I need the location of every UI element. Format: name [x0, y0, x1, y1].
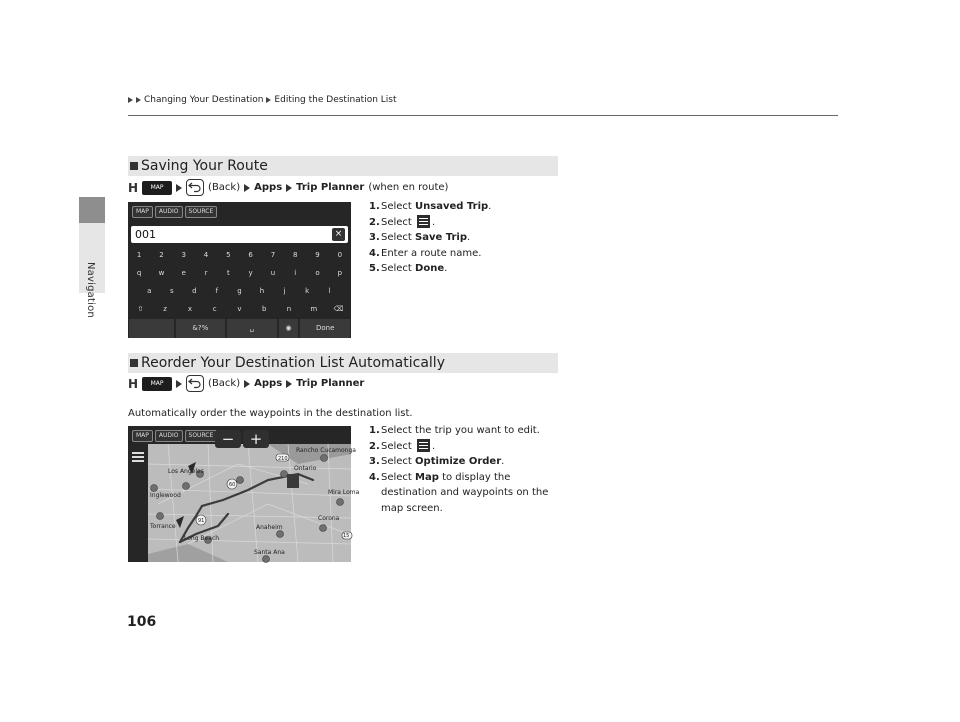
path-arrow-icon	[176, 380, 182, 388]
path-trip-planner: Trip Planner	[296, 378, 365, 389]
path-arrow-icon	[244, 380, 250, 388]
back-label: (Back)	[208, 378, 241, 389]
keyboard-key[interactable]: z	[163, 305, 167, 313]
route-name-value: 001	[135, 228, 156, 241]
step-number: 3.	[369, 232, 380, 243]
keyboard-key[interactable]: o	[315, 269, 320, 277]
step-text-bold: Optimize Order	[415, 456, 502, 467]
steps-saving-route	[369, 199, 491, 277]
path-note: (when en route)	[368, 182, 449, 193]
step-text-pre: destination and waypoints on the	[381, 487, 549, 498]
screen-tabbar	[132, 206, 217, 218]
keyboard-key[interactable]: a	[147, 287, 152, 295]
zoom-out-button[interactable]: −	[215, 430, 241, 448]
breadcrumb-arrow-icon	[128, 97, 133, 103]
tab-source[interactable]: SOURCE	[185, 430, 218, 442]
keyboard-key[interactable]: w	[158, 269, 165, 277]
keyboard-key[interactable]: c	[212, 305, 217, 313]
step-text-bold: Done	[415, 263, 445, 274]
step-text	[381, 501, 443, 517]
step-text-post: .	[467, 232, 471, 243]
home-button-icon: H	[128, 180, 139, 195]
svg-text:Rancho Cucamonga: Rancho Cucamonga	[296, 447, 356, 454]
step-text-pre: Select	[381, 471, 416, 483]
shift-spacer	[129, 319, 174, 338]
keyboard-screenshot	[128, 202, 351, 338]
keyboard-key[interactable]: 6	[248, 251, 253, 259]
keyboard-key[interactable]: r	[204, 269, 208, 277]
path-arrow-icon	[286, 380, 292, 388]
step-text	[381, 246, 481, 262]
done-key[interactable]: Done	[300, 319, 350, 338]
step-text	[381, 423, 540, 439]
map-graphics	[148, 444, 360, 562]
step-item	[369, 199, 491, 215]
step-item	[369, 439, 548, 455]
path-arrow-icon	[286, 184, 292, 192]
step-item	[369, 230, 491, 246]
step-item	[369, 470, 548, 486]
back-button-icon	[186, 179, 204, 196]
space-key[interactable]: ␣	[227, 319, 277, 338]
keyboard-key[interactable]: p	[337, 269, 343, 277]
breadcrumb-item: Editing the Destination List	[274, 95, 397, 105]
path-apps: Apps	[254, 378, 283, 389]
keyboard-key[interactable]: ⌫	[333, 305, 344, 313]
tab-map[interactable]: MAP	[132, 206, 153, 218]
step-text-pre: Select	[381, 440, 416, 452]
step-text-pre: Select	[381, 201, 416, 212]
section-description: Automatically order the waypoints in the destination list.	[128, 408, 413, 419]
svg-text:Long Beach: Long Beach	[184, 535, 220, 542]
zoom-in-button[interactable]: +	[243, 430, 269, 448]
step-text-post: .	[501, 456, 505, 467]
step-text-bold: Unsaved Trip	[415, 201, 489, 212]
keyboard-key[interactable]: 2	[159, 251, 164, 259]
keyboard-key[interactable]: g	[237, 287, 242, 295]
map-view[interactable]	[148, 444, 360, 562]
step-text-pre: Select	[381, 263, 416, 274]
tab-audio[interactable]: AUDIO	[155, 206, 183, 218]
keyboard-key[interactable]: i	[294, 269, 297, 277]
step-number	[369, 501, 381, 517]
section-header-saving-route	[128, 156, 558, 176]
step-item	[369, 215, 491, 231]
route-name-input[interactable]	[131, 226, 348, 243]
svg-text:Santa Ana: Santa Ana	[254, 549, 285, 556]
breadcrumb-item: Changing Your Destination	[144, 95, 264, 105]
step-text-pre: Enter a route name.	[381, 247, 482, 259]
keyboard-key[interactable]: k	[305, 287, 310, 295]
svg-text:15: 15	[343, 533, 350, 539]
chapter-label: Navigation	[85, 262, 96, 318]
step-text	[381, 439, 435, 455]
keyboard-key[interactable]: b	[261, 305, 267, 313]
step-text-post: .	[488, 201, 492, 212]
step-text-pre: Select the trip you want to edit.	[381, 425, 540, 436]
step-text-post: .	[432, 440, 436, 452]
path-trip-planner: Trip Planner	[296, 182, 365, 193]
svg-text:Los Angeles: Los Angeles	[168, 468, 204, 475]
keyboard-key[interactable]: 4	[203, 251, 209, 259]
square-bullet-icon	[130, 359, 138, 367]
step-text-bold: Map	[415, 471, 439, 483]
step-number	[369, 485, 381, 501]
section-title: Reorder Your Destination List Automatically	[141, 355, 445, 371]
step-text-pre: map screen.	[381, 502, 443, 514]
path-arrow-icon	[244, 184, 250, 192]
steps-reorder	[369, 423, 548, 516]
path-apps: Apps	[254, 182, 283, 193]
navigation-path	[128, 375, 364, 392]
step-item	[369, 485, 548, 501]
keyboard-row-zxcv	[128, 305, 351, 313]
location-key[interactable]: ◉	[279, 319, 299, 338]
step-text	[381, 230, 470, 246]
keyboard-key[interactable]: 0	[337, 251, 343, 259]
keyboard-key[interactable]: x	[187, 305, 192, 313]
step-text-pre: Select	[381, 456, 416, 467]
step-item	[369, 423, 548, 439]
svg-text:Anaheim: Anaheim	[256, 524, 283, 531]
step-text-post: .	[444, 263, 448, 274]
step-text	[381, 199, 491, 215]
svg-text:91: 91	[198, 518, 205, 524]
menu-icon	[417, 439, 430, 452]
svg-text:Inglewood: Inglewood	[150, 492, 181, 499]
symbols-key[interactable]: &?%	[176, 319, 226, 338]
map-key-icon: MAP	[142, 181, 172, 195]
step-text	[381, 454, 504, 470]
tab-map[interactable]: MAP	[132, 430, 153, 442]
clear-icon[interactable]: ×	[332, 228, 345, 241]
step-number: 3.	[369, 456, 380, 467]
svg-text:Torrance: Torrance	[150, 523, 176, 530]
keyboard-key[interactable]: h	[259, 287, 265, 295]
keyboard-key[interactable]: e	[181, 269, 186, 277]
keyboard-key[interactable]: y	[248, 269, 253, 277]
path-arrow-icon	[176, 184, 182, 192]
breadcrumb	[128, 95, 397, 105]
breadcrumb-arrow-icon	[136, 97, 141, 103]
step-text-pre: Select	[381, 216, 416, 228]
square-bullet-icon	[130, 162, 138, 170]
step-item	[369, 246, 491, 262]
step-number: 1.	[369, 201, 380, 212]
step-number: 1.	[369, 425, 380, 436]
keyboard-key[interactable]: 8	[292, 251, 298, 259]
step-text-post: to display the	[438, 471, 511, 483]
page-number: 106	[127, 614, 157, 630]
tab-source[interactable]: SOURCE	[185, 206, 218, 218]
keyboard-key[interactable]: d	[192, 287, 197, 295]
svg-text:Ontario: Ontario	[294, 465, 317, 472]
step-item	[369, 454, 548, 470]
keyboard-row-asdf	[128, 287, 351, 295]
svg-text:210: 210	[278, 456, 288, 462]
step-number: 2.	[369, 216, 380, 228]
keyboard-key[interactable]: q	[136, 269, 142, 277]
back-label: (Back)	[208, 182, 241, 193]
step-number: 4.	[369, 471, 380, 483]
step-text-pre: Select	[381, 232, 416, 243]
keyboard-key[interactable]: v	[237, 305, 242, 313]
keyboard-key[interactable]: l	[328, 287, 331, 295]
keyboard-key[interactable]: t	[226, 269, 230, 277]
step-number: 2.	[369, 440, 380, 452]
back-button-icon	[186, 375, 204, 392]
keyboard-key[interactable]: f	[215, 287, 219, 295]
header-divider	[128, 115, 838, 116]
step-item	[369, 501, 548, 517]
keyboard-key[interactable]: j	[283, 287, 286, 295]
keyboard-key[interactable]: 9	[315, 251, 320, 259]
breadcrumb-arrow-icon	[266, 97, 271, 103]
keyboard-key[interactable]: m	[310, 305, 318, 313]
step-text-bold: Save Trip	[415, 232, 468, 243]
keyboard-row-qwerty	[128, 269, 351, 277]
step-item	[369, 261, 491, 277]
keyboard-key[interactable]: 5	[226, 251, 231, 259]
step-number: 4.	[369, 247, 380, 259]
svg-text:Corona: Corona	[318, 515, 340, 522]
step-text	[381, 261, 447, 277]
menu-icon	[417, 215, 430, 228]
keyboard-bottom-row	[128, 319, 351, 338]
keyboard-key[interactable]: 1	[136, 251, 142, 259]
step-text	[381, 470, 510, 486]
map-screenshot	[128, 426, 360, 562]
map-menu-icon[interactable]	[132, 452, 144, 461]
map-key-icon: MAP	[142, 377, 172, 391]
keyboard-key[interactable]: n	[286, 305, 292, 313]
step-text	[381, 485, 548, 501]
home-button-icon: H	[128, 376, 139, 391]
keyboard-key[interactable]: ⇧	[137, 305, 144, 313]
navigation-path	[128, 179, 448, 196]
keyboard-key[interactable]: u	[270, 269, 276, 277]
svg-text:60: 60	[229, 482, 236, 488]
section-header-reorder	[128, 353, 558, 373]
svg-text:Mira Loma: Mira Loma	[328, 489, 360, 496]
section-title: Saving Your Route	[141, 158, 268, 174]
keyboard-row-numbers	[128, 251, 351, 259]
screen-tabbar	[132, 430, 217, 442]
keyboard-key[interactable]: 3	[181, 251, 186, 259]
tab-audio[interactable]: AUDIO	[155, 430, 183, 442]
step-number: 5.	[369, 263, 380, 274]
step-text-post: .	[432, 216, 436, 228]
chapter-tab	[79, 197, 105, 223]
keyboard-key[interactable]: s	[169, 287, 174, 295]
step-text	[381, 215, 435, 231]
keyboard-key[interactable]: 7	[270, 251, 276, 259]
